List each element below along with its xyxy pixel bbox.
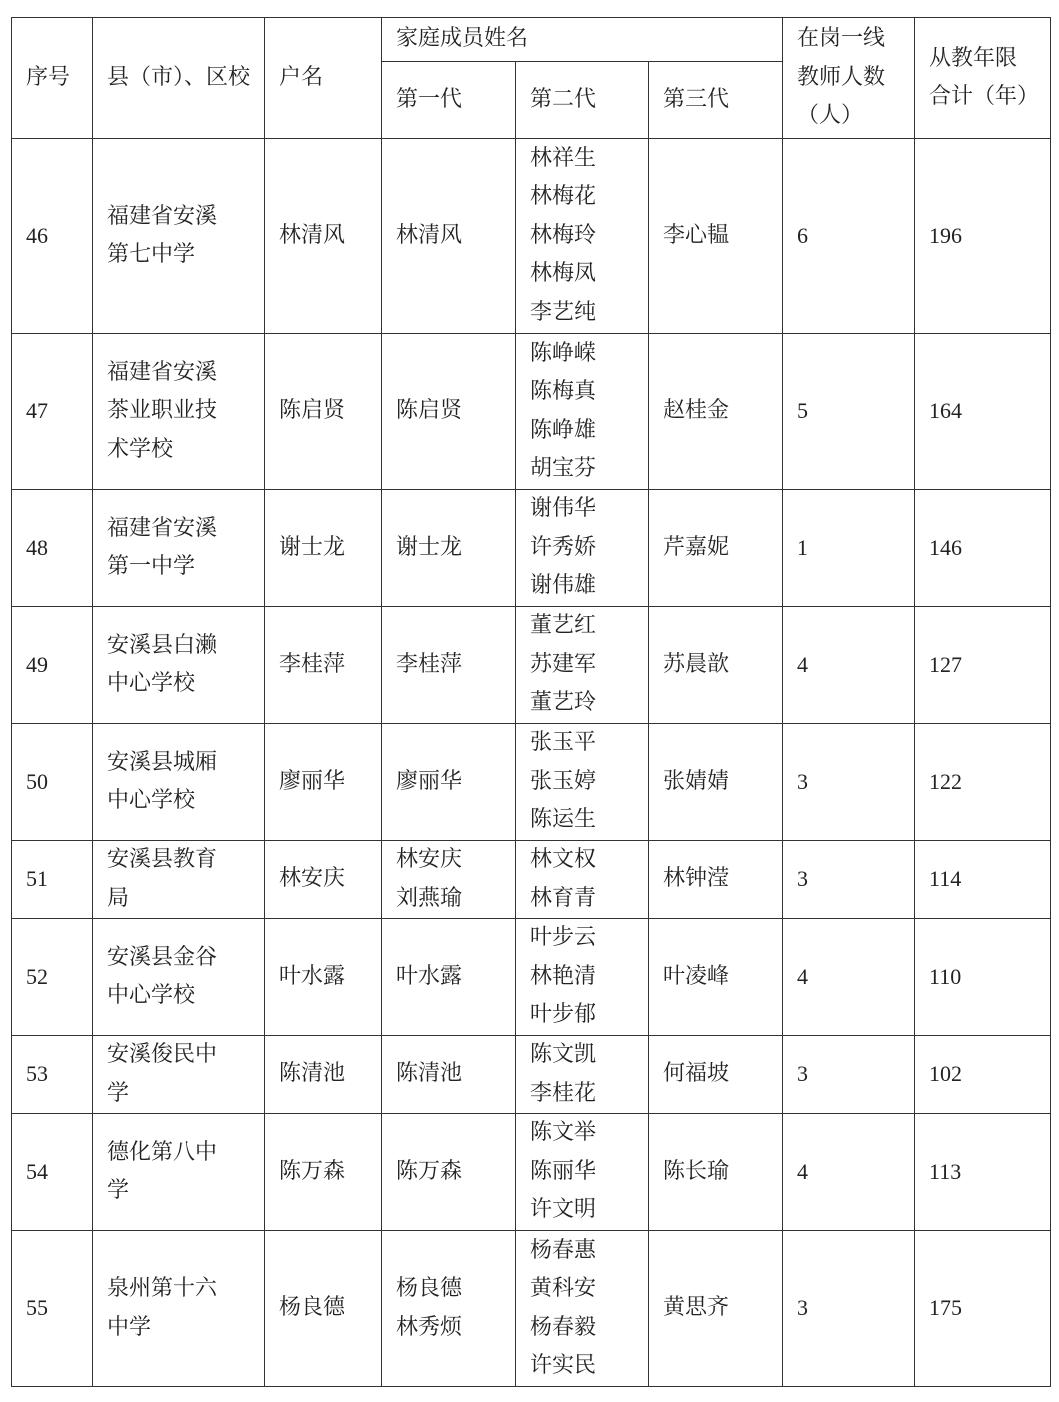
- cell-teachers: 4: [783, 919, 915, 1036]
- cell-gen1: 林安庆 刘燕瑜: [382, 841, 516, 919]
- cell-gen2: 陈文举 陈丽华 许文明: [516, 1114, 649, 1231]
- cell-school: 安溪县金谷 中心学校: [93, 919, 265, 1036]
- header-members: 家庭成员姓名: [382, 18, 783, 62]
- cell-gen1: 杨良德 林秀烦: [382, 1231, 516, 1387]
- cell-household: 杨良德: [265, 1231, 382, 1387]
- header-row-top: [12, 18, 1051, 62]
- cell-gen1: 林清风: [382, 139, 516, 334]
- cell-seq: 53: [12, 1036, 93, 1114]
- cell-household: 林清风: [265, 139, 382, 334]
- cell-years: 127: [915, 607, 1051, 724]
- cell-gen2: 杨春惠 黄科安 杨春毅 许实民: [516, 1231, 649, 1387]
- cell-household: 叶水露: [265, 919, 382, 1036]
- cell-gen1: 李桂萍: [382, 607, 516, 724]
- cell-years: 122: [915, 724, 1051, 841]
- cell-household: 廖丽华: [265, 724, 382, 841]
- table-row: [12, 724, 1051, 841]
- cell-years: 102: [915, 1036, 1051, 1114]
- header-gen2: 第二代: [516, 62, 649, 139]
- header-teachers: 在岗一线 教师人数 （人）: [783, 18, 915, 139]
- table-row: [12, 841, 1051, 919]
- cell-seq: 54: [12, 1114, 93, 1231]
- cell-seq: 55: [12, 1231, 93, 1387]
- table-row: [12, 607, 1051, 724]
- cell-years: 164: [915, 334, 1051, 490]
- table-row: [12, 919, 1051, 1036]
- cell-years: 175: [915, 1231, 1051, 1387]
- cell-gen3: 李心韫: [649, 139, 783, 334]
- cell-gen3: 赵桂金: [649, 334, 783, 490]
- cell-years: 146: [915, 490, 1051, 607]
- cell-seq: 50: [12, 724, 93, 841]
- cell-gen2: 叶步云 林艳清 叶步郁: [516, 919, 649, 1036]
- cell-school: 泉州第十六 中学: [93, 1231, 265, 1387]
- header-seq: 序号: [12, 18, 93, 139]
- cell-years: 113: [915, 1114, 1051, 1231]
- header-years: 从教年限 合计（年）: [915, 18, 1051, 139]
- cell-seq: 47: [12, 334, 93, 490]
- cell-household: 李桂萍: [265, 607, 382, 724]
- table-row: [12, 490, 1051, 607]
- cell-years: 114: [915, 841, 1051, 919]
- cell-teachers: 4: [783, 1114, 915, 1231]
- table-row: [12, 139, 1051, 334]
- cell-gen3: 陈长瑜: [649, 1114, 783, 1231]
- cell-gen3: 黄思齐: [649, 1231, 783, 1387]
- cell-years: 110: [915, 919, 1051, 1036]
- table-row: [12, 334, 1051, 490]
- cell-school: 安溪俊民中 学: [93, 1036, 265, 1114]
- cell-gen1: 谢士龙: [382, 490, 516, 607]
- cell-gen1: 叶水露: [382, 919, 516, 1036]
- cell-teachers: 3: [783, 1231, 915, 1387]
- cell-gen2: 谢伟华 许秀娇 谢伟雄: [516, 490, 649, 607]
- cell-seq: 51: [12, 841, 93, 919]
- cell-gen2: 董艺红 苏建军 董艺玲: [516, 607, 649, 724]
- cell-household: 陈启贤: [265, 334, 382, 490]
- cell-seq: 49: [12, 607, 93, 724]
- cell-gen3: 张婧婧: [649, 724, 783, 841]
- cell-gen2: 林文权 林育青: [516, 841, 649, 919]
- cell-school: 福建省安溪 茶业职业技 术学校: [93, 334, 265, 490]
- cell-gen2: 林祥生 林梅花 林梅玲 林梅凤 李艺纯: [516, 139, 649, 334]
- header-gen1: 第一代: [382, 62, 516, 139]
- cell-teachers: 3: [783, 724, 915, 841]
- cell-gen3: 芹嘉妮: [649, 490, 783, 607]
- cell-teachers: 4: [783, 607, 915, 724]
- header-gen3: 第三代: [649, 62, 783, 139]
- cell-teachers: 5: [783, 334, 915, 490]
- header-household: 户名: [265, 18, 382, 139]
- cell-teachers: 3: [783, 841, 915, 919]
- cell-gen3: 叶凌峰: [649, 919, 783, 1036]
- table-row: [12, 1114, 1051, 1231]
- cell-gen3: 何福坡: [649, 1036, 783, 1114]
- cell-gen1: 陈万森: [382, 1114, 516, 1231]
- cell-teachers: 6: [783, 139, 915, 334]
- cell-gen3: 林钟滢: [649, 841, 783, 919]
- teacher-family-table: [11, 17, 1051, 1387]
- cell-gen3: 苏晨歆: [649, 607, 783, 724]
- cell-gen2: 陈峥嵘 陈梅真 陈峥雄 胡宝芬: [516, 334, 649, 490]
- cell-gen2: 张玉平 张玉婷 陈运生: [516, 724, 649, 841]
- cell-household: 陈清池: [265, 1036, 382, 1114]
- cell-household: 陈万森: [265, 1114, 382, 1231]
- header-county: 县（市）、区校: [93, 18, 265, 139]
- cell-teachers: 3: [783, 1036, 915, 1114]
- cell-teachers: 1: [783, 490, 915, 607]
- cell-seq: 48: [12, 490, 93, 607]
- cell-school: 德化第八中 学: [93, 1114, 265, 1231]
- cell-years: 196: [915, 139, 1051, 334]
- cell-school: 安溪县白濑 中心学校: [93, 607, 265, 724]
- table-row: [12, 1231, 1051, 1387]
- cell-household: 谢士龙: [265, 490, 382, 607]
- cell-household: 林安庆: [265, 841, 382, 919]
- cell-school: 安溪县教育 局: [93, 841, 265, 919]
- cell-seq: 46: [12, 139, 93, 334]
- cell-gen2: 陈文凯 李桂花: [516, 1036, 649, 1114]
- cell-gen1: 廖丽华: [382, 724, 516, 841]
- cell-seq: 52: [12, 919, 93, 1036]
- cell-school: 安溪县城厢 中心学校: [93, 724, 265, 841]
- cell-school: 福建省安溪 第一中学: [93, 490, 265, 607]
- cell-gen1: 陈启贤: [382, 334, 516, 490]
- table-row: [12, 1036, 1051, 1114]
- cell-school: 福建省安溪 第七中学: [93, 139, 265, 334]
- cell-gen1: 陈清池: [382, 1036, 516, 1114]
